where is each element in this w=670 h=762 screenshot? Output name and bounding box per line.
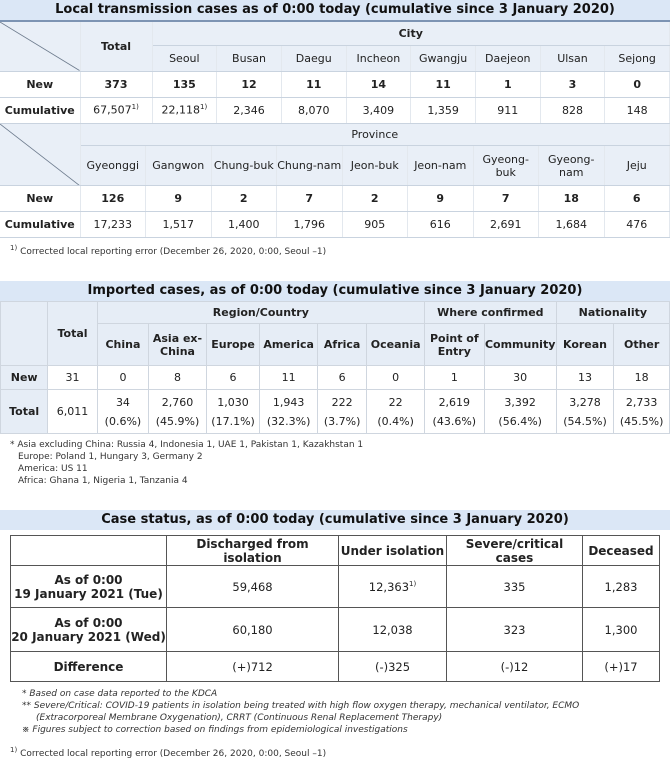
imported-new: 11 <box>260 366 318 390</box>
local-footnote-text: Corrected local reporting error (December 26, 2020, 0:00, Seoul –1) <box>20 247 327 257</box>
where-name: Community <box>484 324 556 366</box>
imported-new: 30 <box>484 366 556 390</box>
status-value: 60,180 <box>167 608 339 652</box>
imported-pct: (45.5%) <box>619 414 664 428</box>
imported-new: 1 <box>424 366 484 390</box>
city-cum: 22,118 <box>161 103 200 117</box>
city-new: 11 <box>281 71 346 97</box>
imported-note: Africa: Ghana 1, Nigeria 1, Tanzania 4 <box>18 476 188 486</box>
imported-total-cell <box>317 390 366 434</box>
new-row-label: New <box>0 71 80 97</box>
local-city-table <box>0 20 670 124</box>
total-new: 373 <box>80 71 152 97</box>
imported-total-header: Total <box>48 302 97 366</box>
imported-pct: (54.5%) <box>563 414 607 428</box>
imported-new: 6 <box>317 366 366 390</box>
cumulative-row-label: Cumulative <box>0 212 80 238</box>
difference-value: (-)325 <box>339 652 447 682</box>
status-notes <box>0 688 670 736</box>
imported-pct: (45.9%) <box>155 414 200 428</box>
local-transmission-section <box>0 0 670 257</box>
status-table <box>10 535 660 682</box>
nationality-header: Nationality <box>556 302 669 324</box>
imported-new: 0 <box>367 366 425 390</box>
status-footnote <box>0 746 670 759</box>
imported-new: 8 <box>149 366 207 390</box>
city-name: Daegu <box>281 45 346 71</box>
province-name: Chung-nam <box>277 146 343 186</box>
imported-total-cell <box>149 390 207 434</box>
local-province-table <box>0 124 670 239</box>
prov-cum: 17,233 <box>80 212 146 238</box>
prov-cum: 1,684 <box>539 212 605 238</box>
city-name: Sejong <box>605 45 670 71</box>
city-cum: 148 <box>605 97 670 123</box>
city-new: 12 <box>217 71 282 97</box>
difference-value: (-)12 <box>447 652 583 682</box>
status-row-label-line1: As of 0:00 <box>54 572 123 587</box>
imported-total: 2,619 <box>438 395 471 409</box>
imported-table <box>0 301 670 434</box>
prov-new: 126 <box>80 186 146 212</box>
imported-notes <box>0 439 670 487</box>
nationality-name: Korean <box>556 324 614 366</box>
cumulative-row-label: Cumulative <box>0 97 80 123</box>
local-total-header: Total <box>80 21 152 71</box>
city-cum: 8,070 <box>281 97 346 123</box>
where-confirmed-header: Where confirmed <box>424 302 556 324</box>
footnote-marker: 1) <box>200 103 208 112</box>
status-row-label-line1: As of 0:00 <box>54 615 123 630</box>
imported-pct: (0.4%) <box>377 414 414 428</box>
prov-cum: 1,517 <box>146 212 212 238</box>
imported-pct: (3.7%) <box>323 414 361 428</box>
imported-total: 22 <box>388 395 403 409</box>
imported-total: 3,392 <box>504 395 536 409</box>
prov-new: 7 <box>277 186 343 212</box>
city-cum-cell <box>152 97 217 123</box>
difference-label: Difference <box>11 652 167 682</box>
status-title: Case status, as of 0:00 today (cumulative since 3 January 2020) <box>0 510 670 530</box>
status-row-label-line2: 19 January 2021 (Tue) <box>14 586 163 601</box>
imported-note: Europe: Poland 1, Hungary 3, Germany 2 <box>18 452 203 462</box>
status-value: 12,363 <box>368 579 410 594</box>
city-name: Ulsan <box>540 45 605 71</box>
prov-new: 7 <box>473 186 539 212</box>
new-row-label: New <box>0 186 80 212</box>
imported-note: America: US 11 <box>18 464 88 474</box>
status-row-label-line2: 20 January 2021 (Wed) <box>11 629 166 644</box>
city-new: 135 <box>152 71 217 97</box>
region-name: America <box>260 324 318 366</box>
imported-corner <box>1 302 48 366</box>
prov-new: 6 <box>604 186 670 212</box>
imported-total-total: 6,011 <box>48 390 97 434</box>
prov-new: 9 <box>408 186 474 212</box>
new-row-label: New <box>1 366 48 390</box>
province-name: Gyeong-buk <box>473 146 539 186</box>
imported-total-cell <box>97 390 148 434</box>
imported-pct: (56.4%) <box>498 414 542 428</box>
imported-total-cell <box>556 390 614 434</box>
imported-total: 1,030 <box>217 395 249 409</box>
prov-new: 9 <box>146 186 212 212</box>
case-status-section <box>0 510 670 759</box>
status-value: 335 <box>447 566 583 608</box>
province-name: Gyeong-nam <box>539 146 605 186</box>
province-name: Gyeonggi <box>80 146 146 186</box>
status-row-label <box>11 608 167 652</box>
status-header: Under isolation <box>339 536 447 566</box>
province-header: Province <box>80 124 670 146</box>
status-row-label <box>11 566 167 608</box>
province-name: Jeju <box>604 146 670 186</box>
prov-cum: 616 <box>408 212 474 238</box>
difference-value: (+)712 <box>167 652 339 682</box>
province-name: Chung-buk <box>211 146 277 186</box>
status-corner <box>11 536 167 566</box>
local-footnote <box>0 244 670 257</box>
imported-new: 18 <box>614 366 670 390</box>
status-note: ** Severe/Critical: COVID-19 patients in isolation being treated with high flow oxygen therapy, mechanical ventilator, ECMO <box>22 701 580 711</box>
prov-cum: 1,400 <box>211 212 277 238</box>
status-value: 1,300 <box>583 608 660 652</box>
local-corner-cell <box>0 21 80 71</box>
city-header: City <box>152 21 670 45</box>
city-new: 14 <box>346 71 411 97</box>
imported-total-cell <box>206 390 260 434</box>
imported-total: 2,733 <box>625 395 658 409</box>
imported-total-cell <box>484 390 556 434</box>
footnote-marker: 1) <box>10 244 18 252</box>
city-new: 11 <box>411 71 476 97</box>
status-value: 59,468 <box>167 566 339 608</box>
status-value-cell <box>339 566 447 608</box>
imported-total-cell <box>367 390 425 434</box>
city-cum: 828 <box>540 97 605 123</box>
footnote-marker: 1) <box>131 103 139 112</box>
region-name: Europe <box>206 324 260 366</box>
imported-new: 0 <box>97 366 148 390</box>
city-name: Incheon <box>346 45 411 71</box>
imported-new: 13 <box>556 366 614 390</box>
imported-title: Imported cases, as of 0:00 today (cumulative since 3 January 2020) <box>0 281 670 301</box>
region-header: Region/Country <box>97 302 424 324</box>
city-name: Daejeon <box>475 45 540 71</box>
imported-pct: (17.1%) <box>211 414 255 428</box>
local-title: Local transmission cases as of 0:00 today (cumulative since 3 January 2020) <box>0 0 670 20</box>
total-cumulative-cell <box>80 97 152 123</box>
city-new: 1 <box>475 71 540 97</box>
status-note: * Based on case data reported to the KDCA <box>22 689 218 699</box>
imported-total-cell <box>424 390 484 434</box>
province-name: Jeon-nam <box>408 146 474 186</box>
imported-total-new: 31 <box>48 366 97 390</box>
imported-total-cell <box>260 390 318 434</box>
where-name: Point of Entry <box>424 324 484 366</box>
imported-total: 34 <box>115 395 130 409</box>
imported-total: 3,278 <box>569 395 601 409</box>
prov-cum: 1,796 <box>277 212 343 238</box>
total-cumulative: 67,507 <box>93 103 132 117</box>
prov-new: 18 <box>539 186 605 212</box>
prov-new: 2 <box>211 186 277 212</box>
imported-new: 6 <box>206 366 260 390</box>
status-value: 323 <box>447 608 583 652</box>
status-header: Discharged from isolation <box>167 536 339 566</box>
city-name: Busan <box>217 45 282 71</box>
prov-cum: 476 <box>604 212 670 238</box>
status-value: 1,283 <box>583 566 660 608</box>
prov-cum: 905 <box>342 212 408 238</box>
footnote-marker: 1) <box>10 746 18 754</box>
city-new: 3 <box>540 71 605 97</box>
imported-note: * Asia excluding China: Russia 4, Indonesia 1, UAE 1, Pakistan 1, Kazakhstan 1 <box>10 440 364 450</box>
imported-pct: (0.6%) <box>104 414 142 428</box>
province-name: Gangwon <box>146 146 212 186</box>
status-note: ※ Figures subject to correction based on findings from epidemiological investigations <box>22 725 408 735</box>
difference-value: (+)17 <box>583 652 660 682</box>
city-cum: 3,409 <box>346 97 411 123</box>
province-name: Jeon-buk <box>342 146 408 186</box>
status-header: Deceased <box>583 536 660 566</box>
imported-total-cell <box>614 390 670 434</box>
imported-total: 222 <box>331 395 353 409</box>
city-name: Seoul <box>152 45 217 71</box>
city-cum: 2,346 <box>217 97 282 123</box>
footnote-marker: 1) <box>409 579 417 588</box>
city-new: 0 <box>605 71 670 97</box>
imported-total: 1,943 <box>272 395 305 409</box>
status-note: (Extracorporeal Membrane Oxygenation), CRRT (Continuous Renal Replacement Therapy) <box>36 713 443 723</box>
status-header: Severe/critical cases <box>447 536 583 566</box>
city-cum: 1,359 <box>411 97 476 123</box>
status-footnote-text: Corrected local reporting error (December 26, 2020, 0:00, Seoul –1) <box>20 749 327 759</box>
province-corner-cell <box>0 124 80 186</box>
region-name: China <box>97 324 148 366</box>
region-name: Asia ex-China <box>149 324 207 366</box>
imported-pct: (43.6%) <box>432 414 477 428</box>
prov-cum: 2,691 <box>473 212 539 238</box>
status-value: 12,038 <box>339 608 447 652</box>
imported-pct: (32.3%) <box>266 414 311 428</box>
region-name: Africa <box>317 324 366 366</box>
imported-section <box>0 281 670 487</box>
region-name: Oceania <box>367 324 425 366</box>
city-cum: 911 <box>475 97 540 123</box>
prov-new: 2 <box>342 186 408 212</box>
total-row-label: Total <box>1 390 48 434</box>
nationality-name: Other <box>614 324 670 366</box>
city-name: Gwangju <box>411 45 476 71</box>
imported-total: 2,760 <box>161 395 194 409</box>
